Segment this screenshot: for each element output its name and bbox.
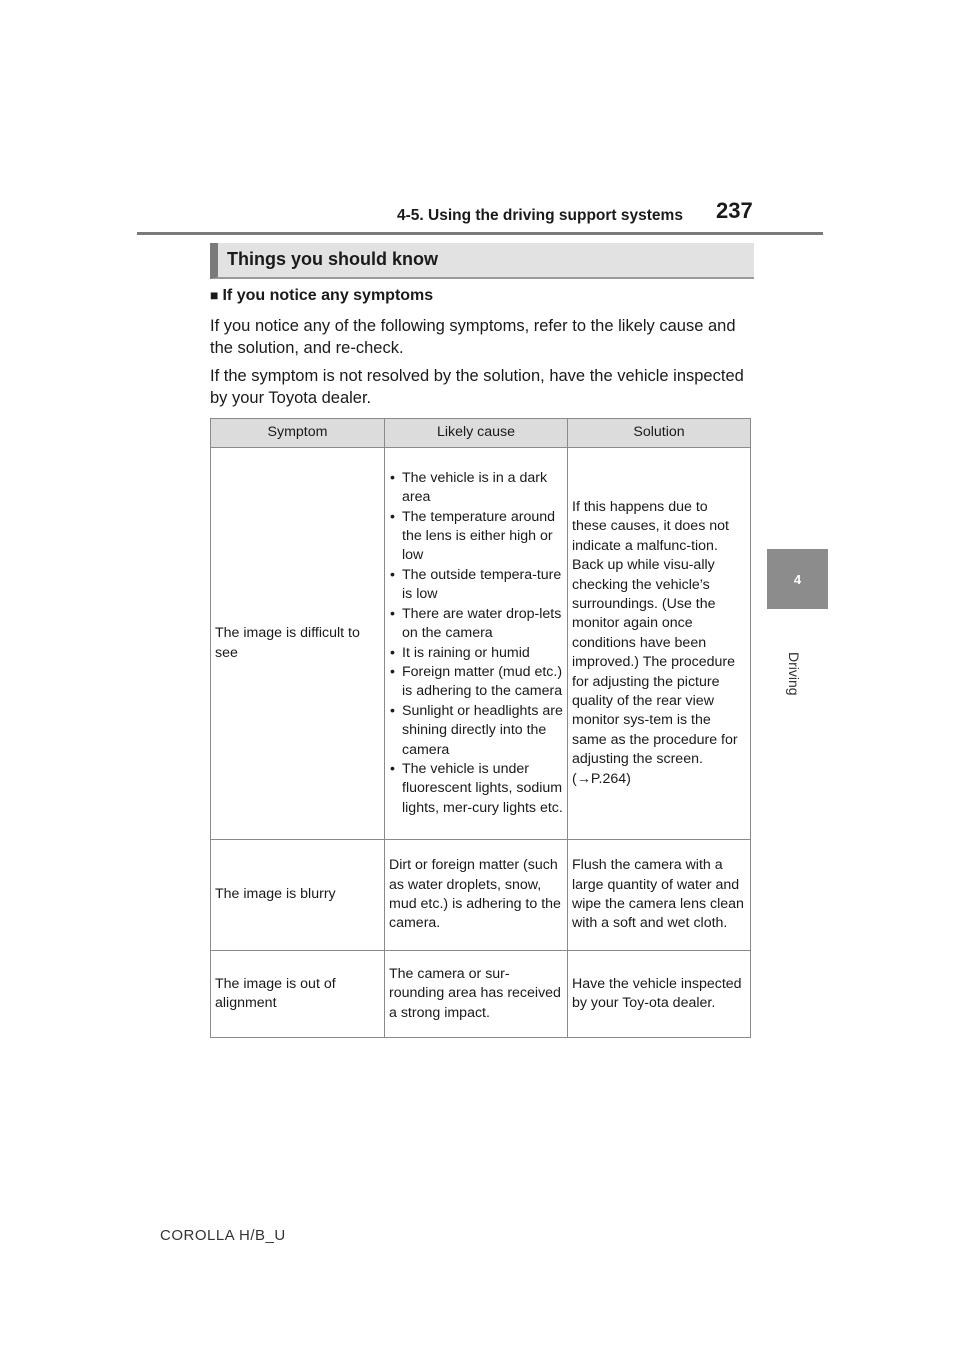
list-item: • Sunlight or headlights are shining directly into the camera [389,702,563,760]
page-number: 237 [716,198,753,223]
cause-cell: Dirt or foreign matter (such as water droplets, snow, mud etc.) is adhering to the camera. [385,840,568,951]
solution-cell: Flush the camera with a large quantity of water and wipe the camera lens clean with a soft and wet cloth. [568,840,751,951]
dealer-paragraph: If the symptom is not resolved by the solution, have the vehicle inspected by your Toyota dealer. [210,367,744,407]
list-item: • There are water drop-lets on the camera [389,605,563,644]
cause-list [389,469,563,818]
square-bullet-icon: ■ [210,287,219,303]
list-item: • The vehicle is under fluorescent lights, sodium lights, mer-cury lights etc. [389,760,563,818]
list-item: • The vehicle is in a dark area [389,469,563,508]
subheading [210,287,433,305]
list-item: • The temperature around the lens is either high or low [389,508,563,566]
table-row [211,840,751,951]
symptom-cell: The image is blurry [211,840,385,951]
solution-cell: If this happens due to these causes, it does not indicate a malfunc-tion. Back up while visu-ally checking the vehicle’s surroundings. (Use the monitor again once conditions have been improved.) The procedure for adjusting the picture quality of the rear view monitor sys-tem is the same as the procedure for adjusting the screen. (→P.264) [568,448,751,840]
header-rule [137,232,823,235]
cause-cell [385,448,568,840]
solution-cell: Have the vehicle inspected by your Toy-ota dealer. [568,951,751,1038]
chapter-tab [767,549,828,609]
footer-model-code: COROLLA H/B_U [160,1227,286,1244]
intro-paragraph: If you notice any of the following symptoms, refer to the likely cause and the solution, and re-check. [210,317,736,357]
cause-cell: The camera or sur-rounding area has received a strong impact. [385,951,568,1038]
section-heading: Things you should know [210,243,754,279]
subheading-text: If you notice any symptoms [222,287,434,304]
header-section-title: 4-5. Using the driving support systems [397,207,683,224]
symptom-cell: The image is difficult to see [211,448,385,840]
table-row [211,951,751,1038]
symptom-table [210,418,751,1038]
list-item: • Foreign matter (mud etc.) is adhering to the camera [389,663,563,702]
chapter-label: Driving [786,652,802,696]
table-row [211,448,751,840]
list-item: • It is raining or humid [389,644,563,663]
list-item: • The outside tempera-ture is low [389,566,563,605]
column-header-symptom: Symptom [211,419,385,448]
column-header-solution: Solution [568,419,751,448]
column-header-likely-cause: Likely cause [385,419,568,448]
symptom-cell: The image is out of alignment [211,951,385,1038]
chapter-tab-number: 4 [793,571,802,587]
table-header-row [211,419,751,448]
